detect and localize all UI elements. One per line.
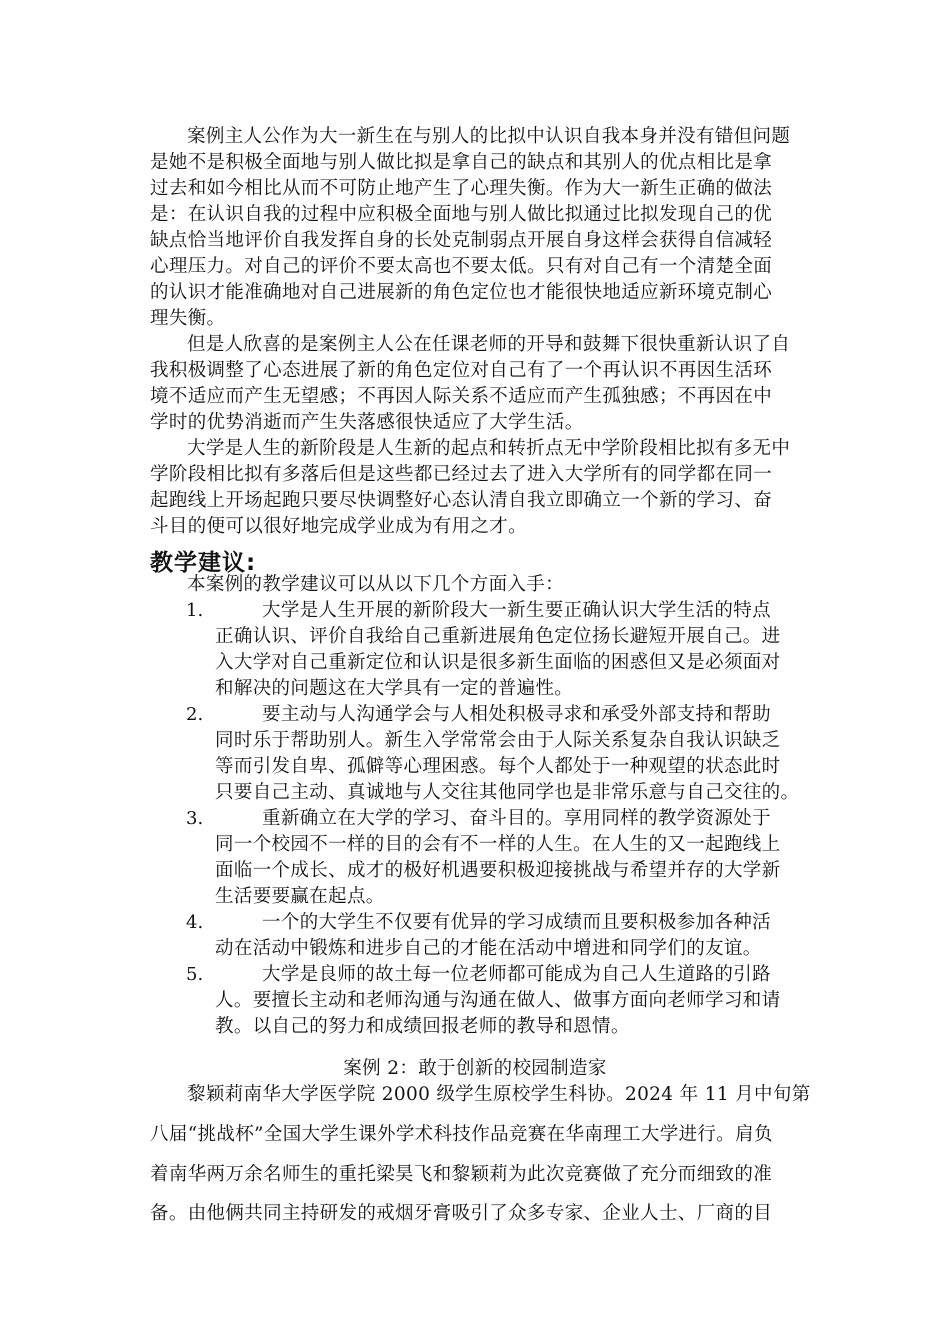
text-line: 和解决的问题这在大学具有一定的普遍性。 bbox=[215, 678, 574, 699]
text-line: 过去和如今相比从而不可防止地产生了心理失衡。作为大一新生正确的做法 bbox=[150, 178, 773, 199]
text-line: 入大学对自己重新定位和认识是很多新生面临的困惑但又是必须面对 bbox=[215, 652, 781, 673]
text-line: 黎颖莉南华大学医学院 2000 级学生原校学生科协。2024 年 11 月中旬第 bbox=[187, 1084, 811, 1105]
text-line: 重新确立在大学的学习、奋斗目的。享用同样的教学资源处于 bbox=[262, 808, 771, 829]
intro-line: 本案例的教学建议可以从以下几个方面入手： bbox=[187, 574, 565, 595]
text-line: 八届“挑战杯”全国大学生课外学术科技作品竞赛在华南理工大学进行。肩负 bbox=[150, 1124, 773, 1145]
text-line: 是她不是积极全面地与别人做比拟是拿自己的缺点和其别人的优点相比是拿 bbox=[150, 152, 773, 173]
text-line: 学阶段相比拟有多落后但是这些都已经过去了进入大学所有的同学都在同一 bbox=[150, 464, 773, 485]
text-line: 教。以自己的努力和成绩回报老师的教导和恩情。 bbox=[215, 1016, 630, 1037]
text-line: 着南华两万余名师生的重托梁昊飞和黎颖莉为此次竞赛做了充分而细致的准 bbox=[150, 1164, 773, 1185]
list-number: 2. bbox=[186, 704, 204, 725]
text-line: 但是人欣喜的是案例主人公在任课老师的开导和鼓舞下很快重新认识了自 bbox=[187, 334, 791, 355]
text-line: 斗目的便可以很好地完成学业成为有用之才。 bbox=[150, 516, 528, 537]
section-heading: 教学建议: bbox=[150, 550, 257, 576]
text-line: 人。要擅长主动和老师沟通与沟通在做人、做事方面向老师学习和请 bbox=[215, 990, 781, 1011]
text-line: 学时的优势消逝而产生失落感很快适应了大学生活。 bbox=[150, 412, 584, 433]
text-line: 大学是良师的故土每一位老师都可能成为自己人生道路的引路 bbox=[262, 964, 771, 985]
text-line: 案例主人公作为大一新生在与别人的比拟中认识自我本身并没有错但问题 bbox=[187, 126, 791, 147]
text-line: 我积极调整了心态进展了新的角色定位对自己有了一个再认识不再因生活环 bbox=[150, 360, 773, 381]
text-line: 生活要要赢在起点。 bbox=[215, 886, 385, 907]
text-line: 要主动与人沟通学会与人相处积极寻求和承受外部支持和帮助 bbox=[262, 704, 771, 725]
text-line: 只要自己主动、真诚地与人交往其他同学也是非常乐意与自己交往的。 bbox=[215, 782, 800, 803]
list-number: 3. bbox=[186, 808, 204, 829]
list-number: 5. bbox=[186, 964, 204, 985]
text-line: 正确认识、评价自我给自己重新进展角色定位扬长避短开展自己。进 bbox=[215, 626, 781, 647]
text-line: 心理压力。对自己的评价不要太高也不要太低。只有对自己有一个清楚全面 bbox=[150, 256, 773, 277]
text-line: 面临一个成长、成才的极好机遇要积极迎接挑战与希望并存的大学新 bbox=[215, 860, 781, 881]
text-line: 理失衡。 bbox=[150, 308, 226, 329]
text-line: 一个的大学生不仅要有优异的学习成绩而且要积极参加各种活 bbox=[262, 912, 771, 933]
text-line: 境不适应而产生无望感；不再因人际关系不适应而产生孤独感；不再因在中 bbox=[150, 386, 773, 407]
text-line: 等而引发自卑、孤僻等心理困惑。每个人都处于一种观望的状态此时 bbox=[215, 756, 781, 777]
text-line: 起跑线上开场起跑只要尽快调整好心态认清自我立即确立一个新的学习、奋 bbox=[150, 490, 773, 511]
text-line: 动在活动中锻炼和进步自己的才能在活动中增进和同学们的友谊。 bbox=[215, 938, 762, 959]
case-2-title: 案例 2：敢于创新的校园制造家 bbox=[343, 1058, 607, 1079]
text-line: 同时乐于帮助别人。新生入学常常会由于人际关系复杂自我认识缺乏 bbox=[215, 730, 781, 751]
text-line: 同一个校园不一样的目的会有不一样的人生。在人生的又一起跑线上 bbox=[215, 834, 781, 855]
text-line: 大学是人生开展的新阶段大一新生要正确认识大学生活的特点 bbox=[262, 600, 771, 621]
text-line: 备。由他俩共同主持研发的戒烟牙膏吸引了众多专家、企业人士、厂商的目 bbox=[150, 1203, 773, 1224]
text-line: 是：在认识自我的过程中应积极全面地与别人做比拟通过比拟发现自己的优 bbox=[150, 204, 773, 225]
text-line: 的认识才能准确地对自己进展新的角色定位也才能很快地适应新环境克制心 bbox=[150, 282, 773, 303]
list-number: 1. bbox=[186, 600, 204, 621]
list-number: 4. bbox=[186, 912, 204, 933]
text-line: 大学是人生的新阶段是人生新的起点和转折点无中学阶段相比拟有多无中 bbox=[187, 438, 791, 459]
text-line: 缺点恰当地评价自我发挥自身的长处克制弱点开展自身这样会获得自信减轻 bbox=[150, 230, 773, 251]
